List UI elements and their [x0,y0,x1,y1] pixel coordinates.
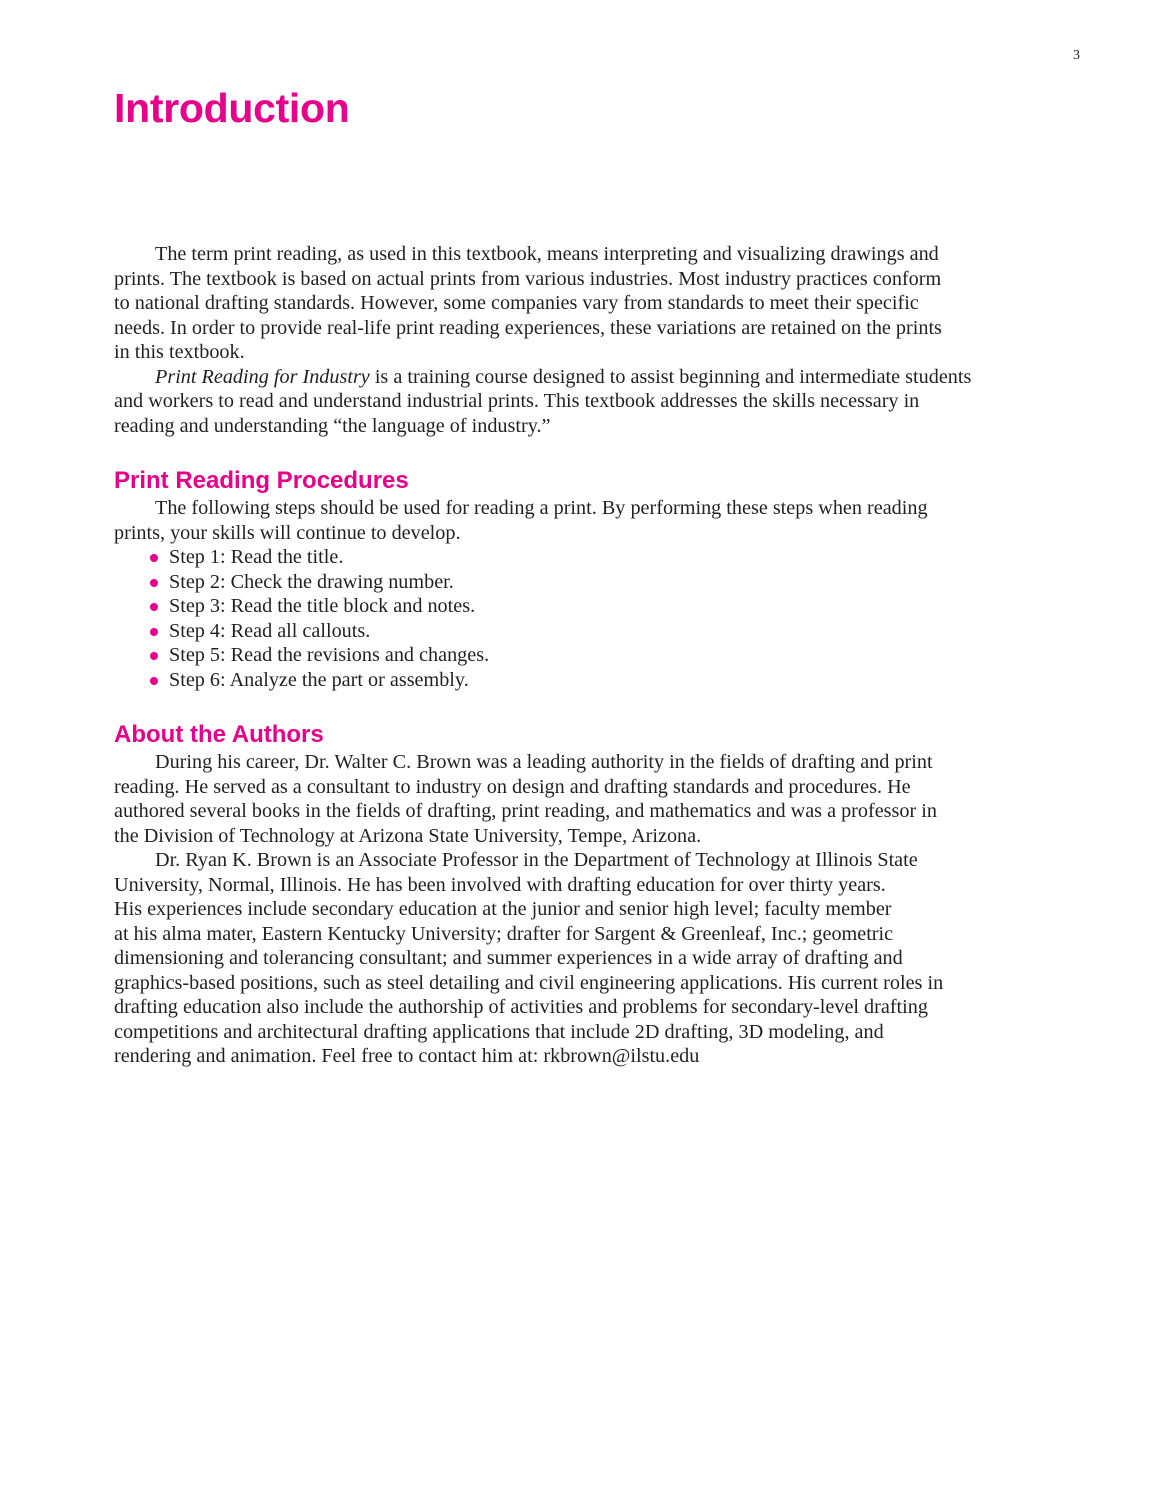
bullet-icon [150,677,158,685]
bullet-icon [150,652,158,660]
intro-paragraph-1 [114,242,1094,365]
text-line: The following steps should be used for reading a print. By performing these steps when reading [155,497,928,519]
text-line: rendering and animation. Feel free to contact him at: rkbrown@ilstu.edu [114,1045,700,1067]
bullet-icon [150,554,158,562]
bullet-icon [150,579,158,587]
author-bio-walter-brown [114,750,1094,848]
text-line: the Division of Technology at Arizona State University, Tempe, Arizona. [114,824,702,847]
text-line: and workers to read and understand industrial prints. This textbook addresses the skills necessary in [114,390,920,412]
page-number: 3 [1073,48,1080,63]
text-line: University, Normal, Illinois. He has been involved with drafting education for over thirty years. [114,873,886,896]
text-line: at his alma mater, Eastern Kentucky University; drafter for Sargent & Greenleaf, Inc.; geometric [114,922,894,945]
text-line: to national drafting standards. However, some companies vary from standards to meet their specific [114,292,919,314]
list-item-step-6 [148,668,1094,693]
text-line: His experiences include secondary education at the junior and senior high level; faculty member [114,898,892,920]
chapter-title: Introduction [114,85,350,131]
section-heading-procedures: Print Reading Procedures [114,467,409,494]
step-label: Step 3: Read the title block and notes. [169,595,476,617]
text-line: drafting education also include the authorship of activities and problems for secondary-level drafting [114,996,928,1018]
text-line: needs. In order to provide real-life print reading experiences, these variations are retained on the prints [114,316,942,339]
book-title: Print Reading for Industry [155,365,370,388]
text-line: graphics-based positions, such as steel detailing and civil engineering applications. His current roles in [114,971,944,994]
section-heading-authors: About the Authors [114,721,324,748]
bullet-icon [150,628,158,636]
list-item-step-5 [148,643,1094,668]
procedures-intro [114,496,1094,545]
step-label: Step 6: Analyze the part or assembly. [169,668,469,691]
text-run: is a training course designed to assist beginning and intermediate students [369,365,972,388]
text-line: prints. The textbook is based on actual prints from various industries. Most industry practices conform [114,267,942,290]
text-line: The term print reading, as used in this textbook, means interpreting and visualizing drawings and [155,243,939,265]
text-line: prints, your skills will continue to develop. [114,521,461,544]
step-label: Step 4: Read all callouts. [169,619,371,642]
text-line: reading and understanding “the language of industry.” [114,414,551,437]
text-line: in this textbook. [114,341,245,363]
author-bio-ryan-brown [114,848,1094,1069]
list-item-step-4 [148,619,1094,644]
list-item-step-1 [148,545,1094,570]
text-line: competitions and architectural drafting applications that include 2D drafting, 3D modeling, and [114,1020,884,1043]
text-line [114,365,1094,390]
text-line: reading. He served as a consultant to industry on design and drafting standards and procedures. He [114,775,911,798]
steps-list [114,545,1094,692]
text-line: Dr. Ryan K. Brown is an Associate Professor in the Department of Technology at Illinois State [155,849,918,871]
step-label: Step 5: Read the revisions and changes. [169,644,490,666]
step-label: Step 2: Check the drawing number. [169,570,454,593]
step-label: Step 1: Read the title. [169,546,344,568]
list-item-step-2 [148,570,1094,595]
page-content [114,242,1094,1069]
bullet-icon [150,603,158,611]
text-line: During his career, Dr. Walter C. Brown was a leading authority in the fields of drafting and print [155,751,933,773]
intro-paragraph-2 [114,365,1094,439]
list-item-step-3 [148,594,1094,619]
text-line: authored several books in the fields of drafting, print reading, and mathematics and was a professor in [114,800,937,822]
text-line: dimensioning and tolerancing consultant; and summer experiences in a wide array of drafting and [114,947,903,969]
